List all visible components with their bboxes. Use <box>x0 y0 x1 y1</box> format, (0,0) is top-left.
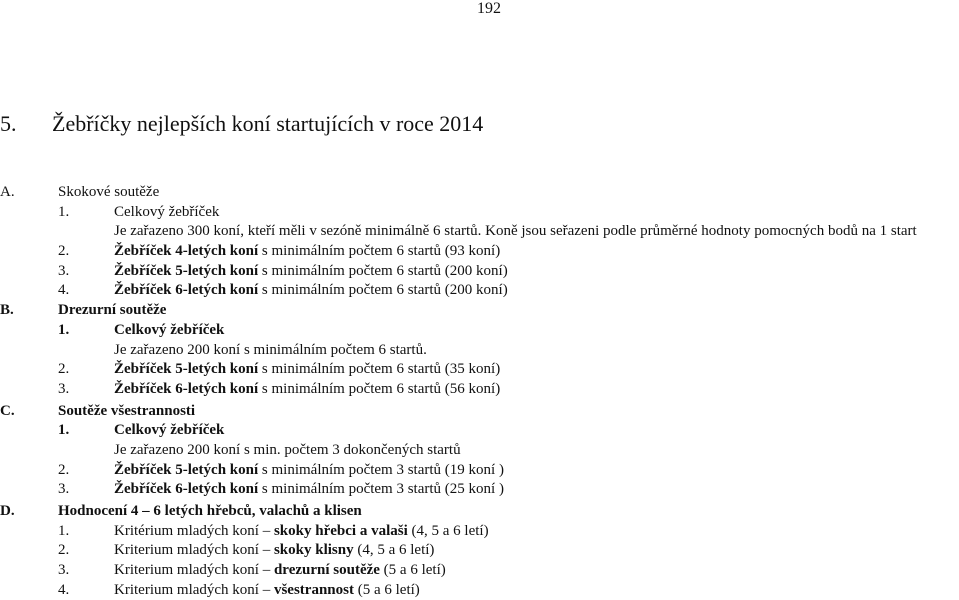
item-title: Žebříček 6-letých koní <box>114 380 259 397</box>
section-letter: A. <box>0 184 15 200</box>
item-prefix: Kritérium mladých koní – <box>114 522 274 539</box>
section-d-header <box>0 502 959 522</box>
list-item <box>0 421 959 441</box>
item-prefix: Kriterium mladých koní – <box>114 542 274 559</box>
list-item <box>0 281 959 301</box>
list-item <box>0 522 959 542</box>
item-title: Žebříček 4-letých koní <box>114 243 259 260</box>
list-item <box>0 262 959 282</box>
list-item <box>0 541 959 561</box>
description-text: Je zařazeno 300 koní, kteří měli v sezóně minimálně 6 startů. Koně jsou seřazeni podle průměrné hodnoty pomocných bodů na 1 start <box>114 223 917 240</box>
page-title-text: Žebříčky nejlepších koní startujících v roce 2014 <box>52 111 484 136</box>
list-item <box>0 561 959 581</box>
section-b-header <box>0 301 959 321</box>
section-title: Drezurní soutěže <box>58 302 167 319</box>
description-text: Je zařazeno 200 koní s minimálním počtem 6 startů. <box>114 341 427 358</box>
item-number: 1. <box>58 203 70 220</box>
section-title: Skokové soutěže <box>58 184 160 200</box>
item-text <box>114 281 508 301</box>
item-title: skoky hřebci a valaši <box>273 522 408 539</box>
item-text <box>114 480 504 500</box>
item-detail: s minimálním počtem 6 startů (35 koní) <box>258 361 501 378</box>
item-number: 3. <box>58 481 70 498</box>
item-text <box>114 360 500 380</box>
item-detail: s minimálním počtem 3 startů (19 koní ) <box>258 461 504 478</box>
item-prefix: Kriterium mladých koní – <box>114 581 274 598</box>
item-detail: s minimálním počtem 6 startů (56 koní) <box>258 380 501 397</box>
item-number: 1. <box>58 422 70 439</box>
section-letter: D. <box>0 503 15 519</box>
item-text <box>114 262 508 282</box>
document-body <box>0 183 959 600</box>
item-number: 4. <box>58 282 70 299</box>
item-number: 3. <box>58 380 70 397</box>
item-title: Žebříček 6-letých koní <box>114 282 259 299</box>
list-item <box>0 461 959 481</box>
item-description <box>0 441 959 461</box>
item-number: 2. <box>58 243 70 260</box>
list-item <box>0 480 959 500</box>
item-number: 3. <box>58 562 70 579</box>
item-title: Žebříček 5-letých koní <box>114 461 259 478</box>
item-detail: s minimálním počtem 6 startů (200 koní) <box>258 282 508 299</box>
item-number: 1. <box>58 321 70 338</box>
item-number: 2. <box>58 361 70 378</box>
item-description <box>0 222 959 242</box>
item-text <box>114 561 446 581</box>
list-item <box>0 380 959 400</box>
description-text: Je zařazeno 200 koní s min. počtem 3 dokončených startů <box>114 441 461 458</box>
item-detail: (4, 5 a 6 letí) <box>353 542 435 559</box>
item-prefix: Kriterium mladých koní – <box>114 562 274 579</box>
list-item <box>0 360 959 380</box>
item-text <box>114 522 489 542</box>
page-number: 192 <box>477 0 501 17</box>
list-item <box>0 242 959 262</box>
item-title: Žebříček 5-letých koní <box>114 262 259 279</box>
item-detail: s minimálním počtem 6 startů (93 koní) <box>258 243 501 260</box>
section-letter: B. <box>0 302 14 319</box>
item-number: 3. <box>58 262 70 279</box>
item-title: Celkový žebříček <box>114 422 225 439</box>
item-title: Celkový žebříček <box>114 321 225 338</box>
section-title: Soutěže všestrannosti <box>58 402 196 419</box>
item-number: 2. <box>58 461 70 478</box>
item-detail: s minimálním počtem 3 startů (25 koní ) <box>258 481 504 498</box>
item-title: skoky klisny <box>273 542 354 559</box>
item-description <box>0 341 959 361</box>
item-text <box>114 461 504 481</box>
item-text <box>114 242 500 262</box>
section-letter: C. <box>0 402 15 419</box>
page-title-number: 5. <box>0 111 17 136</box>
item-text <box>114 541 434 561</box>
section-a-header <box>0 183 959 203</box>
item-title: Celkový žebříček <box>114 203 220 220</box>
item-title: všestrannost <box>273 581 354 598</box>
item-number: 2. <box>58 542 70 559</box>
list-item <box>0 203 959 223</box>
item-number: 4. <box>58 581 70 598</box>
list-item <box>0 321 959 341</box>
item-detail: (5 a 6 letí) <box>353 581 420 598</box>
item-detail: s minimálním počtem 6 startů (200 koní) <box>258 262 508 279</box>
item-number: 1. <box>58 522 70 539</box>
item-detail: (4, 5 a 6 letí) <box>407 522 489 539</box>
section-title: Hodnocení 4 – 6 letých hřebců, valachů a klisen <box>58 503 362 519</box>
item-text <box>114 380 500 400</box>
item-title: Žebříček 6-letých koní <box>114 481 259 498</box>
section-c-header <box>0 402 959 422</box>
item-title: drezurní soutěže <box>273 562 380 579</box>
item-title: Žebříček 5-letých koní <box>114 361 259 378</box>
item-detail: (5 a 6 letí) <box>379 562 446 579</box>
